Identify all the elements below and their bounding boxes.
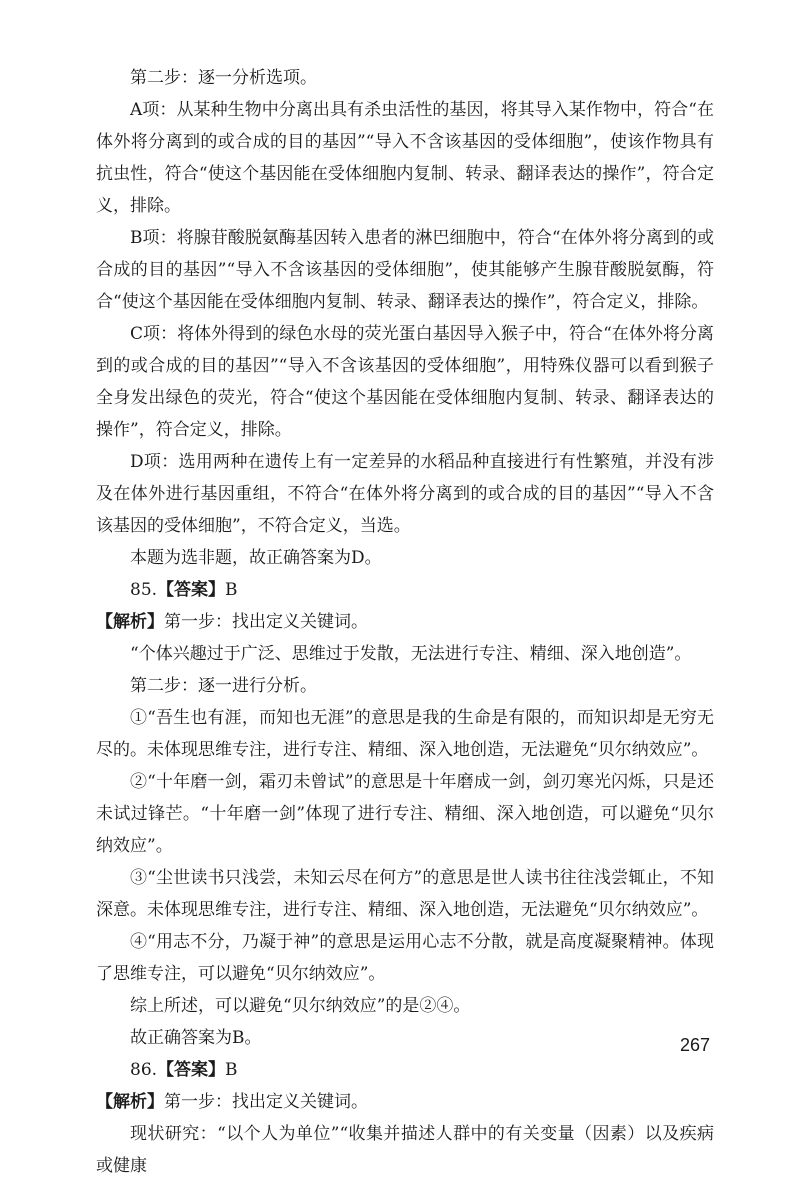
answer-heading: 85.【答案】B [130,580,238,600]
bold-marker: 【解析】 [96,1092,164,1112]
paragraph: D项：选用两种在遗传上有一定差异的水稻品种直接进行有性繁殖，并没有涉及在体外进行基因重组，不符合“在体外将分离到的或合成的目的基因”“导入不含该基因的受体细胞”，不符合定义，当选。 [96,452,714,536]
paragraph: 第二步：逐一分析选项。 [130,68,317,88]
bold-marker: 【答案】 [157,580,226,600]
page-content [96,62,714,1182]
paragraph: B项：将腺苷酸脱氨酶基因转入患者的淋巴细胞中，符合“在体外将分离到的或合成的目的基因”“导入不含该基因的受体细胞”，使其能够产生腺苷酸脱氨酶，符合“使这个基因能在受体细胞内复制、转录、翻译表达的操作”，符合定义，排除。 [96,228,714,312]
paragraph: 综上所述，可以避免“贝尔纳效应”的是②④。 [130,996,471,1016]
paragraph: ①“吾生也有涯，而知也无涯”的意思是我的生命是有限的，而知识却是无穷无尽的。未体现思维专注，进行专注、精细、深入地创造，无法避免“贝尔纳效应”。 [96,708,714,760]
paragraph: ②“十年磨一剑，霜刃未曾试”的意思是十年磨成一剑，剑刃寒光闪烁，只是还未试过锋芒。“十年磨一剑”体现了进行专注、精细、深入地创造，可以避免“贝尔纳效应”。 [96,772,714,856]
paragraph: 第二步：逐一进行分析。 [130,676,317,696]
analysis-heading: 【解析】第一步：找出定义关键词。 [96,612,368,632]
analysis-heading: 【解析】第一步：找出定义关键词。 [96,1092,368,1112]
paragraph: ④“用志不分，乃凝于神”的意思是运用心志不分散，就是高度凝聚精神。体现了思维专注，可以避免“贝尔纳效应”。 [96,932,714,984]
paragraph: A项：从某种生物中分离出具有杀虫活性的基因，将其导入某作物中，符合“在体外将分离到的或合成的目的基因”“导入不含该基因的受体细胞”，使该作物具有抗虫性，符合“使这个基因能在受体细胞内复制、转录、翻译表达的操作”，符合定义，排除。 [96,100,714,216]
paragraph: 本题为选非题，故正确答案为D。 [130,548,382,568]
paragraph: C项：将体外得到的绿色水母的荧光蛋白基因导入猴子中，符合“在体外将分离到的或合成的目的基因”“导入不含该基因的受体细胞”，用特殊仪器可以看到猴子全身发出绿色的荧光，符合“使这个基因能在受体细胞内复制、转录、翻译表达的操作”，符合定义，排除。 [96,324,714,440]
answer-heading: 86.【答案】B [130,1060,238,1080]
bold-marker: 【答案】 [157,1060,226,1080]
page-number: 267 [679,1035,710,1055]
paragraph: 现状研究：“以个人为单位”“收集并描述人群中的有关变量（因素）以及疾病或健康 [96,1124,714,1176]
bold-marker: 【解析】 [96,612,164,632]
paragraph: “个体兴趣过于广泛、思维过于发散，无法进行专注、精细、深入地创造”。 [130,644,692,664]
paragraph: 故正确答案为B。 [130,1028,262,1048]
paragraph: ③“尘世读书只浅尝，未知云尽在何方”的意思是世人读书往往浅尝辄止，不知深意。未体现思维专注，进行专注、精细、深入地创造，无法避免“贝尔纳效应”。 [96,868,714,920]
